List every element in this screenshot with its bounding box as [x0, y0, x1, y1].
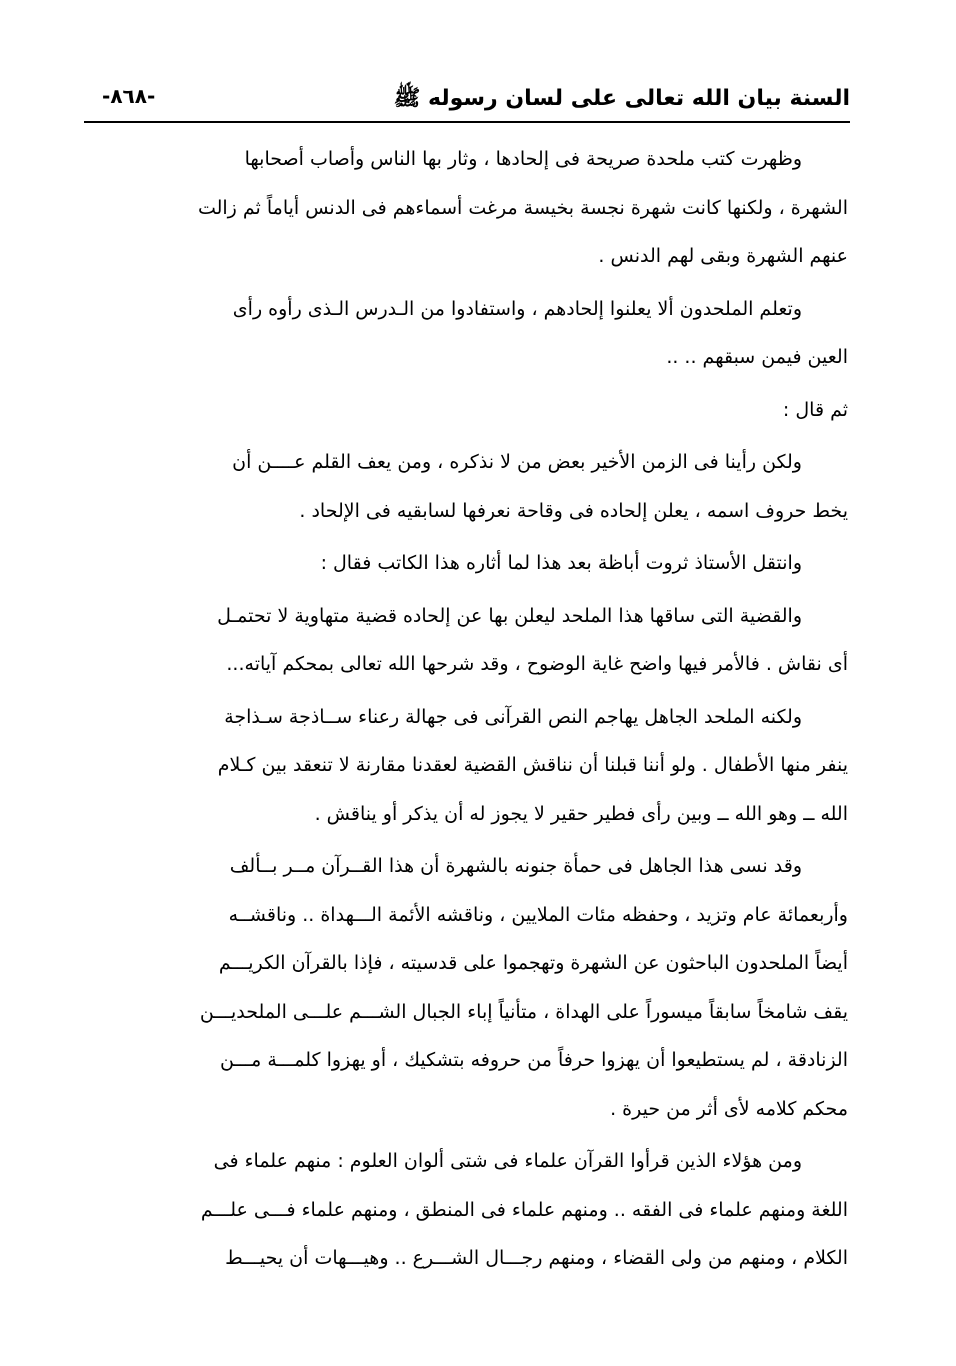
paragraph: [84, 693, 848, 839]
text-line: العين فيمن سبقهم .. ..: [666, 346, 848, 368]
text-line: وانتقل الأستاذ ثروت أباظة بعد هذا لما أثاره هذا الكاتب فقال :: [320, 552, 802, 574]
text-line: والقضية التى ساقها هذا الملحد ليعلن بها عن إلحاده قضية متهاوية لا تحتمـل: [217, 604, 802, 627]
paragraph: [84, 1137, 848, 1283]
text-line: يقف شامخاً سابقاً ميسوراً على الهداة ، متأنياً إباء الجبال الشـــم علـــى الملحديـــن: [199, 1000, 848, 1023]
page-number: -٨٦٨-: [102, 84, 156, 108]
text-line: ومن هؤلاء الذين قرأوا القرآن علماء فى شتى ألوان العلوم : منهم علماء فى: [213, 1150, 802, 1172]
text-line: محكم كلامه لأى أثر من حيرة .: [610, 1097, 848, 1120]
text-line: وظهرت كتب ملحدة صريحة فى إلحادها ، وثار بها الناس وأصاب أصحابها: [244, 148, 802, 170]
text-line: الزنادقة ، لم يستطيعوا أن يهزوا حرفاً من حروفه بتشكيك ، أو يهزوا كلمـــة مـــن: [220, 1049, 848, 1071]
text-line: الله ــ وهو الله ــ وبين رأى فطير حقير لا يجوز له أن يذكر أو يناقش .: [314, 802, 848, 825]
paragraph: [84, 135, 848, 281]
running-title: السنة بيان الله تعالى على لسان رسوله ﷺ: [393, 86, 850, 111]
page-header: [84, 78, 850, 120]
text-line: ولكنه الملحد الجاهل يهاجم النص القرآنى فى جهالة رعناء ســاذجة سـذاجة: [224, 705, 802, 728]
body-text: [84, 135, 848, 1287]
text-line: ثم قال :: [782, 398, 848, 421]
text-line: الشهرة ، ولكنها كانت شهرة نجسة بخيسة مرغت أسماءهم فى الدنس أياماً ثم زالت: [197, 196, 848, 219]
paragraph: [84, 438, 848, 535]
text-line: عنهم الشهرة وبقى لهم الدنس .: [598, 245, 848, 267]
header-divider: [84, 121, 850, 123]
text-line: الكلام ، ومنهم من ولى القضاء ، ومنهم رجـــال الشـــرع .. وهيـــهات أن يحيـــط: [225, 1247, 848, 1269]
text-line: أى نقاش . فالأمر فيها واضح غاية الوضوح ، وقد شرحها الله تعالى بمحكم آياته...: [226, 653, 848, 675]
paragraph: [84, 539, 848, 588]
text-line: اللغة ومنهم علماء فى الفقه .. ومنهم علماء فى المنطق ، ومنهم علماء فـــى علـــم: [200, 1198, 848, 1221]
text-line: وقد نسى هذا الجاهل فى حمأة جنونه بالشهرة أن هذا القــرآن مــر بــألف: [229, 855, 802, 877]
paragraph: [84, 386, 848, 435]
paragraph: [84, 842, 848, 1133]
paragraph-gap: [84, 1283, 848, 1287]
text-line: يخط حروف اسمه ، يعلن إلحاده فى وقاحة نعرفها لسابقيه فى الإلحاد .: [299, 499, 848, 522]
text-line: وأربعمائة عام وتزيد ، وحفظه مئات الملايين ، وناقشه الأئمة الـــهداة .. وناقشــه: [228, 903, 848, 926]
text-line: وتعلم الملحدون ألا يعلنوا إلحادهم ، واستفادوا من الـدرس الـذى رأوه رأى: [232, 297, 802, 320]
text-line: أيضاً الملحدون الباحثون عن الشهرة وتهجموا على قدسيته ، فإذا بالقرآن الكريـــم: [218, 952, 848, 974]
paragraph: [84, 285, 848, 382]
paragraph: [84, 592, 848, 689]
text-line: ينفر منها الأطفال . ولو أننا قبلنا أن نناقش القضية لعقدنا مقارنة لا تنعقد بين كـلام: [217, 754, 848, 776]
text-line: ولكن رأينا فى الزمن الأخير بعض من لا نذكره ، ومن يعف القلم عــــن أن: [232, 451, 802, 473]
